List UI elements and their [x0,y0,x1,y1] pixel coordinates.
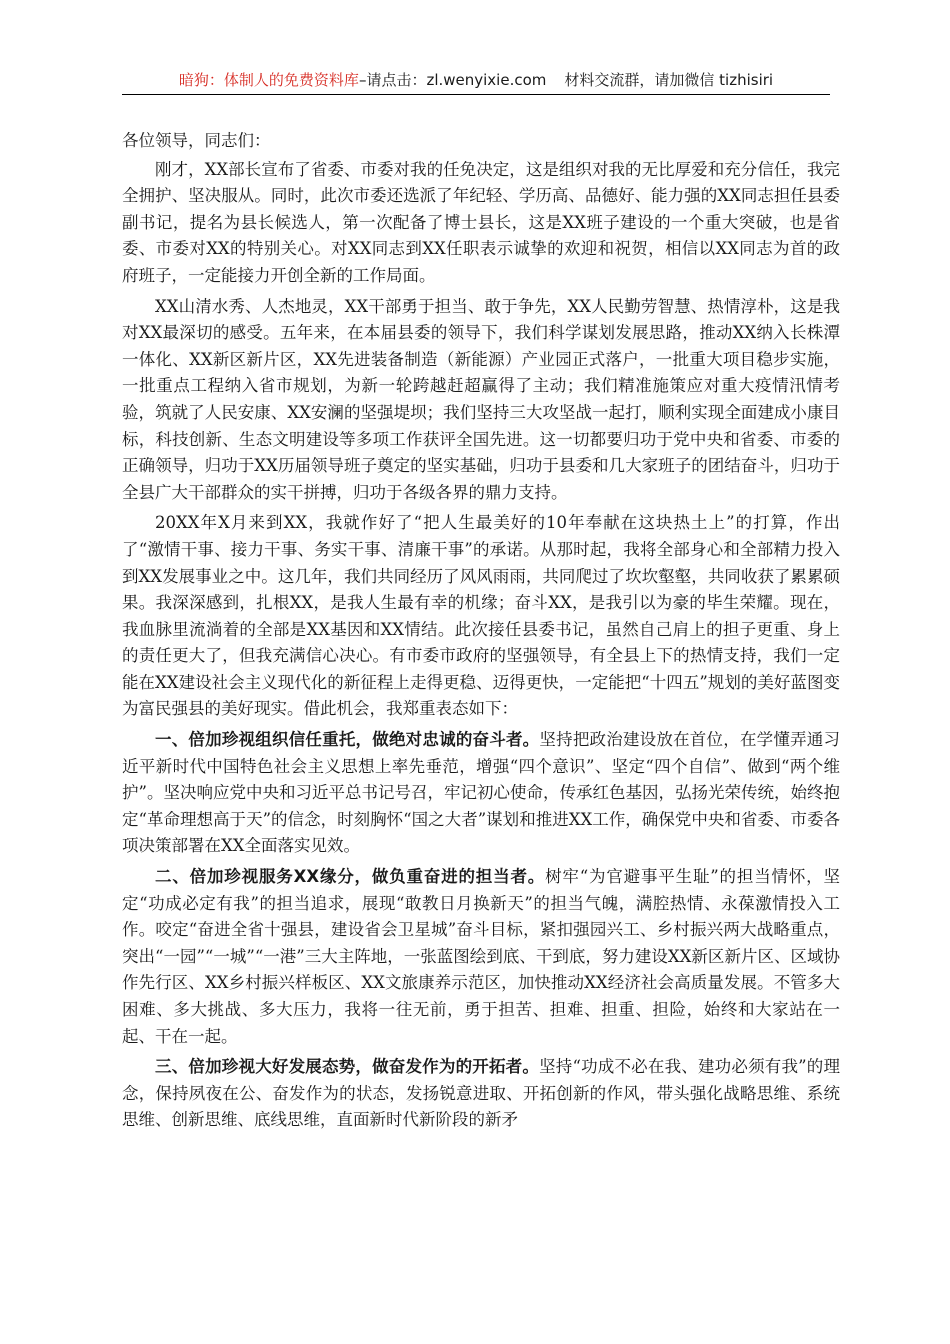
header-click-prefix: –请点击： [358,71,427,89]
header-url-link[interactable]: zl.wenyixie.com [426,71,547,89]
document-body [122,128,840,1138]
point-1 [122,727,840,860]
point-1-heading: 一、倍加珍视组织信任重托，做绝对忠诚的奋斗者。 [155,730,540,750]
page-header [122,70,830,95]
point-3-body: 坚持“功成不必在我、建功必须有我”的理念，保持夙夜在公、奋发作为的状态，发扬锐意进取、开拓创新的作风，带头强化战略思维、系统思维、创新思维、底线思维，直面新时代新阶段的新矛 [122,1057,841,1130]
header-site-name: 暗狗：体制人的免费资料库 [178,71,359,89]
paragraph-3: 20XX年X月来到XX，我就作好了“把人生最美好的10年奉献在这块热土上”的打算，作出了“激情干事、接力干事、务实干事、清廉干事”的承诺。从那时起，我将全部身心和全部精力投入到XX发展事业之中。这几年，我们共同经历了风风雨雨，共同爬过了坎坎壑壑，共同收获了累累硕果。我深深感到，扎根XX，是我人生最有幸的机缘；奋斗XX，是我引以为豪的毕生荣耀。现在，我血脉里流淌着的全部是XX基因和XX情结。此次接任县委书记，虽然自己肩上的担子更重、身上的责任更大了，但我充满信心决心。有市委市政府的坚强领导，有全县上下的热情支持，我们一定能在XX建设社会主义现代化的新征程上走得更稳、迈得更快，一定能把“十四五”规划的美好蓝图变为富民强县的美好现实。借此机会，我郑重表态如下： [122,513,840,719]
point-2-heading: 二、倍加珍视服务XX缘分，做负重奋进的担当者。 [155,867,546,887]
paragraph-2: XX山清水秀、人杰地灵，XX干部勇于担当、敢于争先，XX人民勤劳智慧、热情淳朴，这是我对XX最深切的感受。五年来，在本届县委的领导下，我们科学谋划发展思路，推动XX纳入长株潭一体化、XX新区新片区，XX先进装备制造（新能源）产业园正式落户，一批重大项目稳步实施，一批重点工程纳入省市规划，为新一轮跨越赶超赢得了主动；我们精准施策应对重大疫情汛情考验，筑就了人民安康、XX安澜的坚强堤坝；我们坚持三大攻坚战一起打，顺利实现全面建成小康目标，科技创新、生态文明建设等多项工作获评全国先进。这一切都要归功于党中央和省委、市委的正确领导，归功于XX历届领导班子奠定的坚实基础，归功于县委和几大家班子的团结奋斗，归功于全县广大干部群众的实干拼搏，归功于各级各界的鼎力支持。 [122,296,840,502]
point-2 [122,864,840,1050]
salutation: 各位领导，同志们： [122,131,271,150]
paragraph-1: 刚才，XX部长宣布了省委、市委对我的任免决定，这是组织对我的无比厚爱和充分信任，我完全拥护、坚决服从。同时，此次市委还选派了年纪轻、学历高、品德好、能力强的XX同志担任县委副书记，提名为县长候选人，第一次配备了博士县长，这是XX班子建设的一个重大突破，也是省委、市委对XX的特别关心。对XX同志到XX任职表示诚挚的欢迎和祝贺，相信以XX同志为首的政府班子，一定能接力开创全新的工作局面。 [122,159,840,285]
header-wechat-note: 材料交流群，请加微信 tizhisiri [564,71,774,89]
point-1-body: 坚持把政治建设放在首位，在学懂弄通习近平新时代中国特色社会主义思想上率先垂范，增强“四个意识”、坚定“四个自信”、做到“两个维护”。坚决响应党中央和习近平总书记号召，牢记初心使命，传承红色基因，弘扬光荣传统，始终抱定“革命理想高于天”的信念，时刻胸怀“国之大者”谋划和推进XX工作，确保党中央和省委、市委各项决策部署在XX全面落实见效。 [122,730,841,856]
point-2-body: 树牢“为官避事平生耻”的担当情怀，坚定“功成必定有我”的担当追求，展现“敢教日月换新天”的担当气魄，满腔热情、永葆激情投入工作。咬定“奋进全省十强县，建设省会卫星城”奋斗目标，紧扣强园兴工、乡村振兴两大战略重点，突出“一园”“一城”“一港”三大主阵地，一张蓝图绘到底、干到底，努力建设XX新区新片区、区域协作先行区、XX乡村振兴样板区、XX文旅康养示范区，加快推动XX经济社会高质量发展。不管多大困难、多大挑战、多大压力，我将一往无前，勇于担苦、担难、担重、担险，始终和大家站在一起、干在一起。 [122,867,840,1046]
point-3 [122,1054,840,1134]
point-3-heading: 三、倍加珍视大好发展态势，做奋发作为的开拓者。 [155,1057,540,1077]
